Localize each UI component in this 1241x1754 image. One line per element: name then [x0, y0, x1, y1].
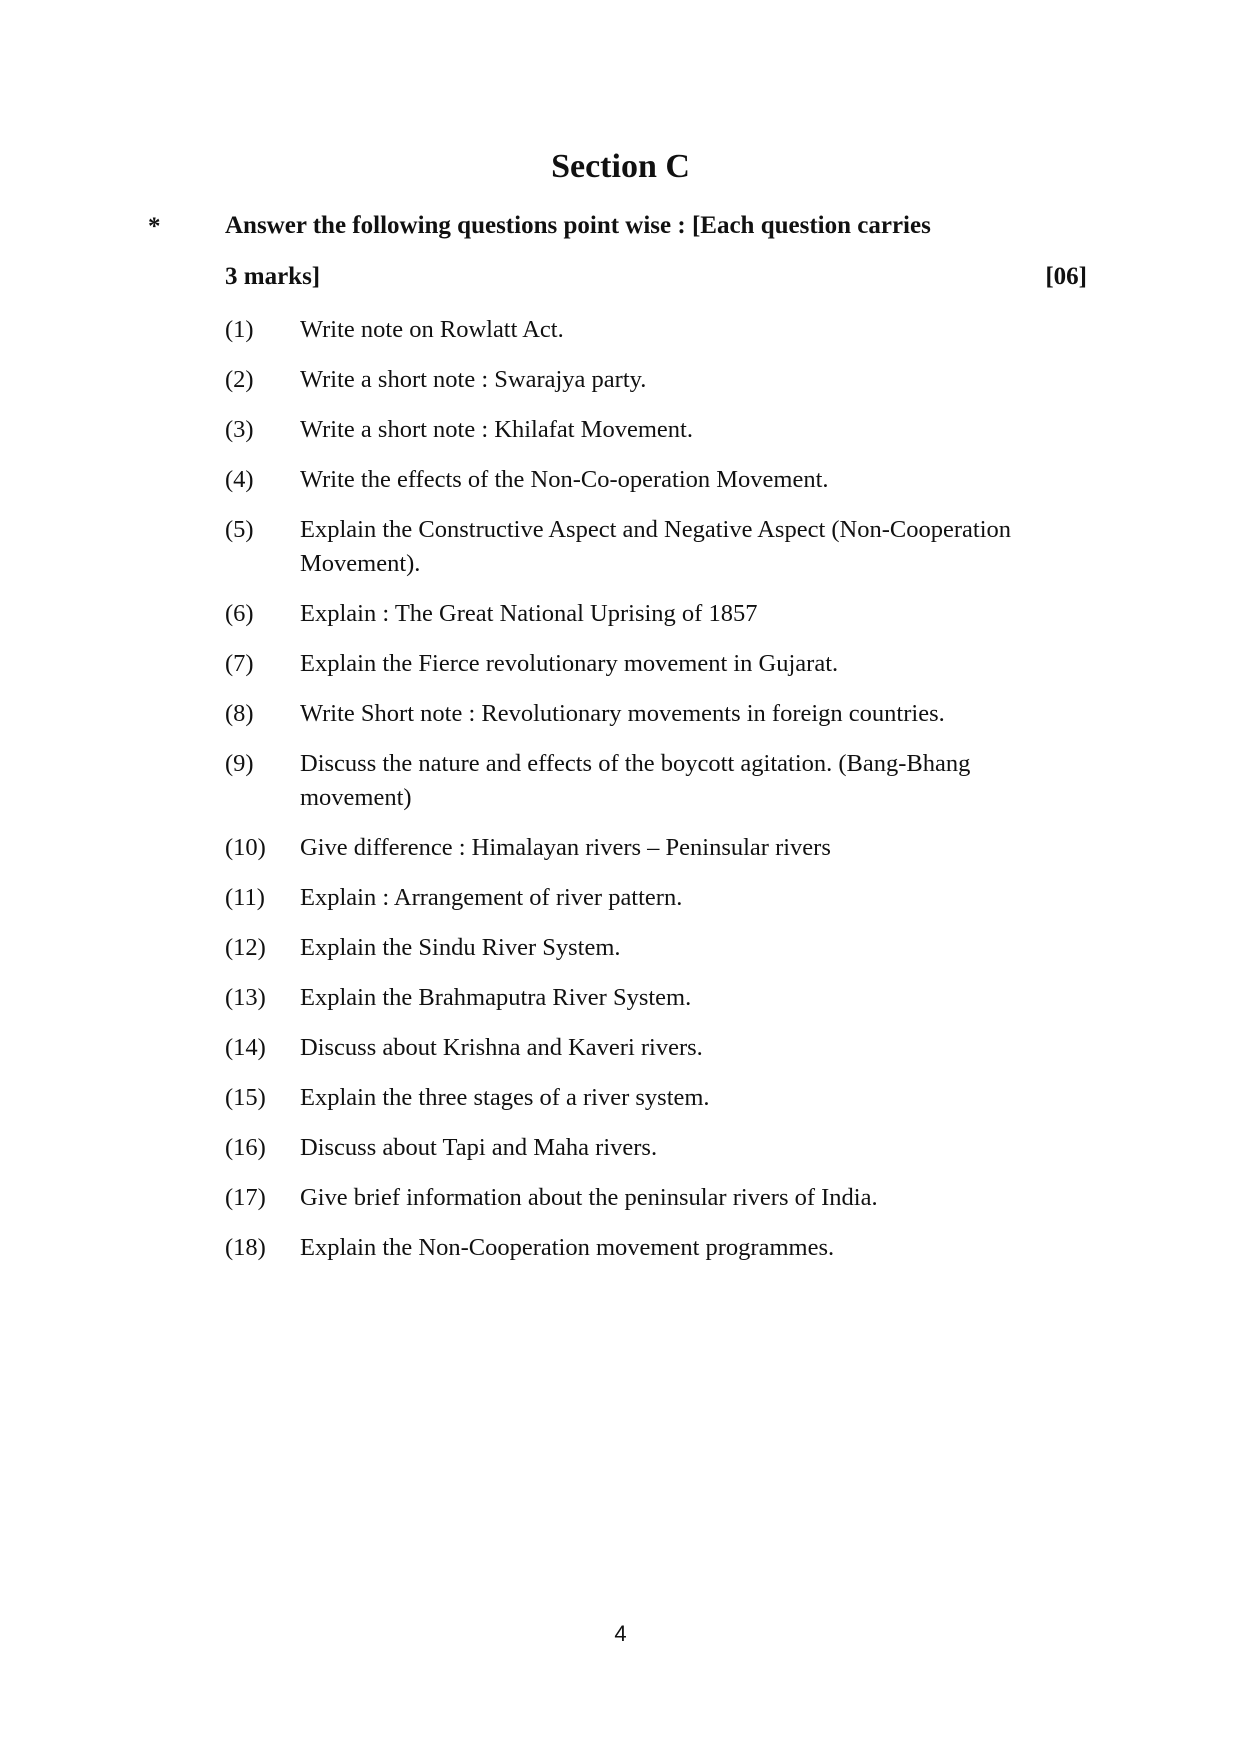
question-item: [225, 363, 1087, 397]
instruction-text-line1: Answer the following questions point wise : [Each question carries: [225, 212, 931, 239]
question-number: (4): [225, 466, 254, 493]
question-number: (15): [225, 1084, 266, 1111]
question-number: (11): [225, 884, 265, 911]
question-item: [225, 413, 1087, 447]
instruction-bullet: *: [148, 213, 161, 240]
question-item: [225, 1231, 1087, 1265]
question-item: [225, 1181, 1087, 1215]
question-number: (9): [225, 750, 254, 777]
question-text: Write the effects of the Non-Co-operation Movement.: [300, 466, 829, 493]
question-number: (8): [225, 700, 254, 727]
instruction-text-line2: 3 marks]: [225, 263, 321, 290]
question-text: Write note on Rowlatt Act.: [300, 316, 564, 343]
question-number: (7): [225, 650, 254, 677]
question-text: Write a short note : Khilafat Movement.: [300, 416, 693, 443]
question-text: Write a short note : Swarajya party.: [300, 366, 647, 393]
question-item: [225, 513, 1087, 581]
question-item: [225, 831, 1087, 865]
question-number: (14): [225, 1034, 266, 1061]
question-item: [225, 313, 1087, 347]
question-number: (2): [225, 366, 254, 393]
question-number: (17): [225, 1184, 266, 1211]
question-text: Explain the Fierce revolutionary movement in Gujarat.: [300, 650, 839, 677]
question-number: (5): [225, 516, 254, 543]
question-number: (6): [225, 600, 254, 627]
question-number: (3): [225, 416, 254, 443]
question-number: (13): [225, 984, 266, 1011]
question-list: [225, 313, 1087, 1281]
question-item: [225, 1131, 1087, 1165]
question-text: Write Short note : Revolutionary movements in foreign countries.: [300, 700, 945, 727]
question-item: [225, 647, 1087, 681]
question-item: [225, 931, 1087, 965]
question-text: Explain : Arrangement of river pattern.: [300, 884, 683, 911]
question-text: Explain the Sindu River System.: [300, 934, 621, 961]
question-text: Give brief information about the peninsular rivers of India.: [300, 1184, 878, 1211]
page-number: 4: [614, 1621, 627, 1646]
question-text: Discuss about Krishna and Kaveri rivers.: [300, 1034, 703, 1061]
question-item: [225, 463, 1087, 497]
question-text: Explain : The Great National Uprising of 1857: [300, 600, 758, 627]
question-text: Give difference : Himalayan rivers – Peninsular rivers: [300, 834, 831, 861]
question-item: [225, 597, 1087, 631]
question-item: [225, 1081, 1087, 1115]
question-text: Discuss about Tapi and Maha rivers.: [300, 1134, 658, 1161]
question-item: [225, 697, 1087, 731]
section-title: Section C: [551, 148, 690, 185]
question-text: Explain the Constructive Aspect and Negative Aspect (Non-Cooperation Movement).: [300, 516, 1012, 577]
question-item: [225, 981, 1087, 1015]
question-text: Explain the Non-Cooperation movement programmes.: [300, 1234, 835, 1261]
question-text: Discuss the nature and effects of the boycott agitation. (Bang-Bhang movement): [300, 750, 971, 811]
question-text: Explain the three stages of a river system.: [300, 1084, 710, 1111]
question-number: (12): [225, 934, 266, 961]
question-text: Explain the Brahmaputra River System.: [300, 984, 692, 1011]
total-marks: [06]: [1045, 263, 1087, 290]
question-item: [225, 1031, 1087, 1065]
question-number: (10): [225, 834, 266, 861]
question-number: (16): [225, 1134, 266, 1161]
question-item: [225, 881, 1087, 915]
question-item: [225, 747, 1087, 815]
question-number: (1): [225, 316, 254, 343]
question-number: (18): [225, 1234, 266, 1261]
